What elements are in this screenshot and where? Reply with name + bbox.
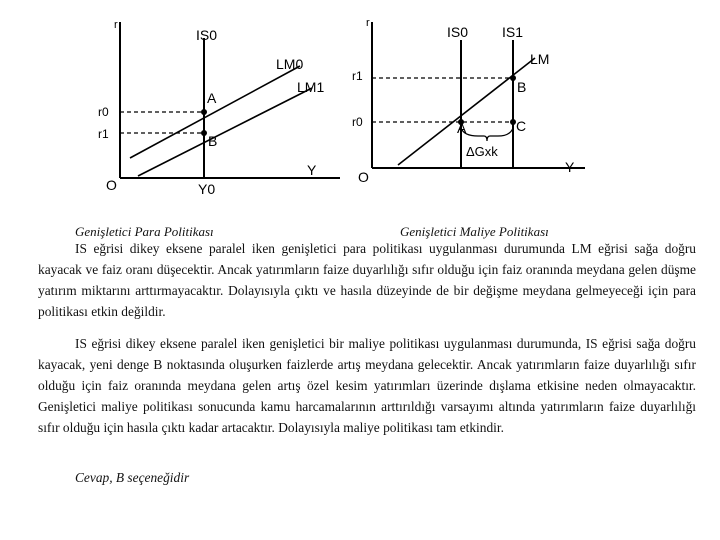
r-axis-label: r (114, 19, 118, 31)
lm1-label: LM1 (297, 79, 325, 95)
point-a-dot (201, 109, 207, 115)
y0-label: Y0 (198, 181, 216, 197)
paragraph-fiscal: IS eğrisi dikey eksene paralel iken genişletici bir maliye politikası uygulanması durumunda, IS eğrisi sağa doğru kayacak, yeni denge B noktasında oluşurken faizlerde artış meydana gelecektir. Ancak yatırımların faize duyarlılığı sıfır olduğu için faiz oranında meydana gelen artış özel kesim yatırımları üzerinde dışlama etkisine neden olmayacaktır. Genişletici maliye politikası sonucunda kamu harcamalarının arttırıldığı varsayımı altında yatırımların faize duyarlılığı sıfır olduğu için hasıla çıktı kadar artacaktır. Dolayısıyla maliye politikası tam etkindir. (38, 336, 696, 435)
lm1-curve (138, 88, 312, 176)
origin-label: O (106, 177, 117, 193)
is1-label: IS1 (502, 24, 524, 40)
graph-monetary-policy (90, 10, 350, 200)
r0-label: r0 (98, 105, 109, 119)
paragraph-monetary: IS eğrisi dikey eksene paralel iken genişletici para politikası uygulanması durumunda LM eğrisi sağa doğru kayacak ve faiz oranı düşecektir. Ancak yatırımların faize duyarlılığı sıfır olduğu için faiz oranında meydana gelen düşme yatırım miktarını arttırmayacaktır. Dolayısıyla çıktı ve hasıla düzeyinde de bir değişme meydana gelmeyeceği için para politikası etkin değildir. (38, 241, 696, 319)
point-b-label: B (517, 79, 527, 95)
graph-fiscal-policy (340, 10, 600, 200)
r1-label: r1 (352, 69, 363, 83)
lm-label: LM (530, 51, 550, 67)
caption-fiscal-policy: Genişletici Maliye Politikası (400, 224, 549, 239)
y-axis-label: Y (565, 159, 575, 175)
is0-label: IS0 (447, 24, 469, 40)
is0-label: IS0 (196, 27, 218, 43)
point-b-dot (201, 130, 207, 136)
origin-label: O (358, 169, 369, 185)
point-b-dot (510, 75, 516, 81)
delta-label: ΔGxk (466, 144, 498, 159)
point-a-label: A (207, 90, 217, 106)
lm0-label: LM0 (276, 56, 304, 72)
point-b-label: B (208, 133, 218, 149)
r1-label: r1 (98, 127, 109, 141)
delta-brace (461, 128, 513, 141)
answer-text: Cevap, B seçeneğidir (75, 470, 190, 485)
point-c-label: C (516, 118, 527, 134)
caption-monetary-policy: Genişletici Para Politikası (75, 224, 214, 239)
point-a-label: A (457, 120, 467, 136)
y-axis-label: Y (307, 162, 317, 178)
r-axis-label: r (366, 17, 370, 29)
r0-label: r0 (352, 115, 363, 129)
